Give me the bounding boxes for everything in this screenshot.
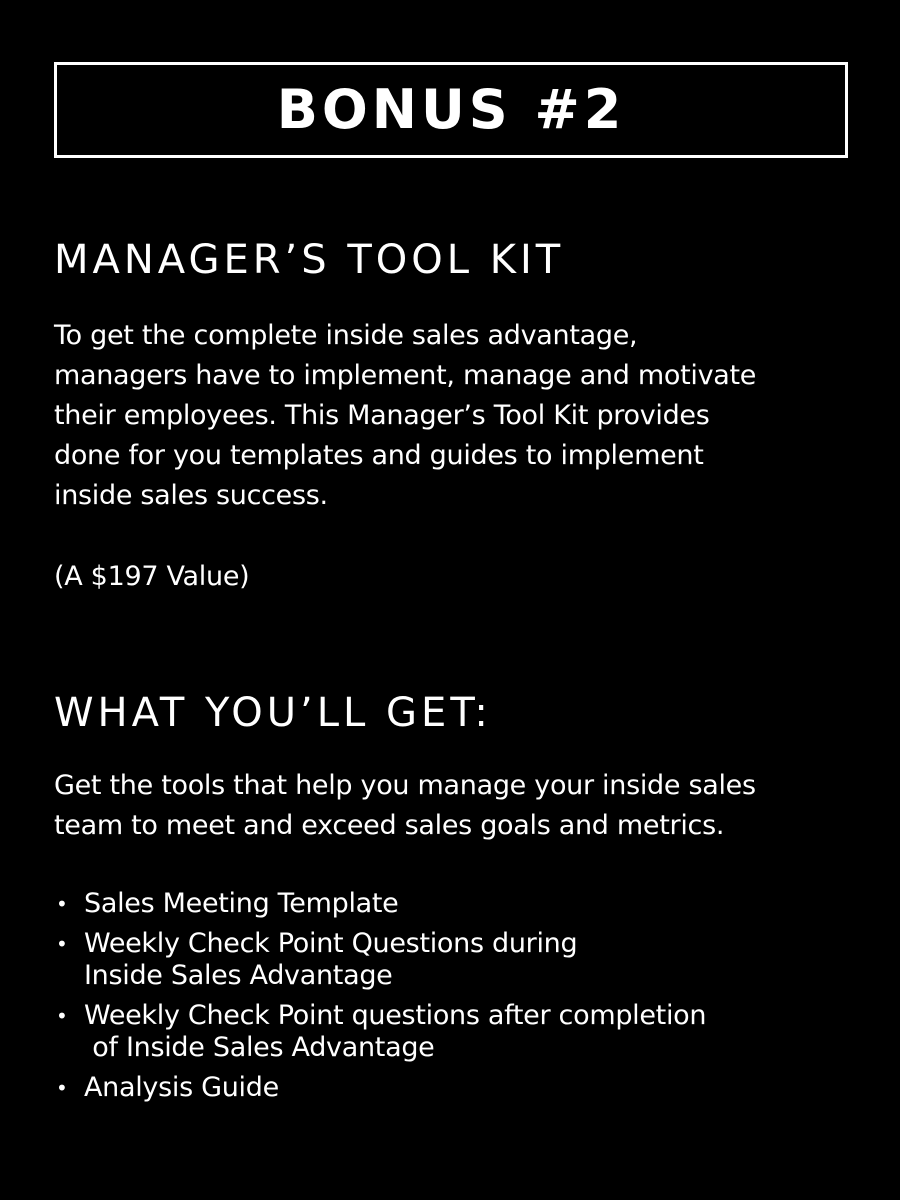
bullet-icon: • [56, 932, 68, 956]
value-text: (A $197 Value) [54, 561, 250, 592]
intro-line: Get the tools that help you manage your inside sales [54, 770, 756, 801]
list-item [54, 1072, 854, 1104]
deliverables-list [54, 888, 854, 1112]
list-item [54, 1000, 854, 1064]
bullet-icon: • [56, 1076, 68, 1100]
description-line: their employees. This Manager’s Tool Kit provides [54, 400, 710, 431]
bullet-icon: • [56, 1004, 68, 1028]
toolkit-description [54, 316, 854, 516]
bonus-badge [54, 62, 848, 158]
intro-line: team to meet and exceed sales goals and metrics. [54, 810, 725, 841]
description-line: managers have to implement, manage and motivate [54, 360, 757, 391]
list-item-text: Inside Sales Advantage [84, 960, 393, 991]
what-you-get-heading: WHAT YOU’LL GET: [54, 690, 492, 736]
list-item-text: Weekly Check Point Questions during [84, 928, 578, 959]
toolkit-heading: MANAGER’S TOOL KIT [54, 237, 565, 283]
bullet-icon: • [56, 892, 68, 916]
description-line: inside sales success. [54, 480, 328, 511]
list-item [54, 888, 854, 920]
list-item-text: Weekly Check Point questions after completion [84, 1000, 707, 1031]
what-you-get-intro [54, 766, 854, 846]
list-item [54, 928, 854, 992]
description-line: To get the complete inside sales advantage, [54, 320, 638, 351]
description-line: done for you templates and guides to implement [54, 440, 704, 471]
bonus-badge-label: BONUS #2 [276, 78, 626, 141]
list-item-text: of Inside Sales Advantage [84, 1032, 435, 1063]
list-item-text: Analysis Guide [84, 1072, 279, 1103]
list-item-text: Sales Meeting Template [84, 888, 399, 919]
